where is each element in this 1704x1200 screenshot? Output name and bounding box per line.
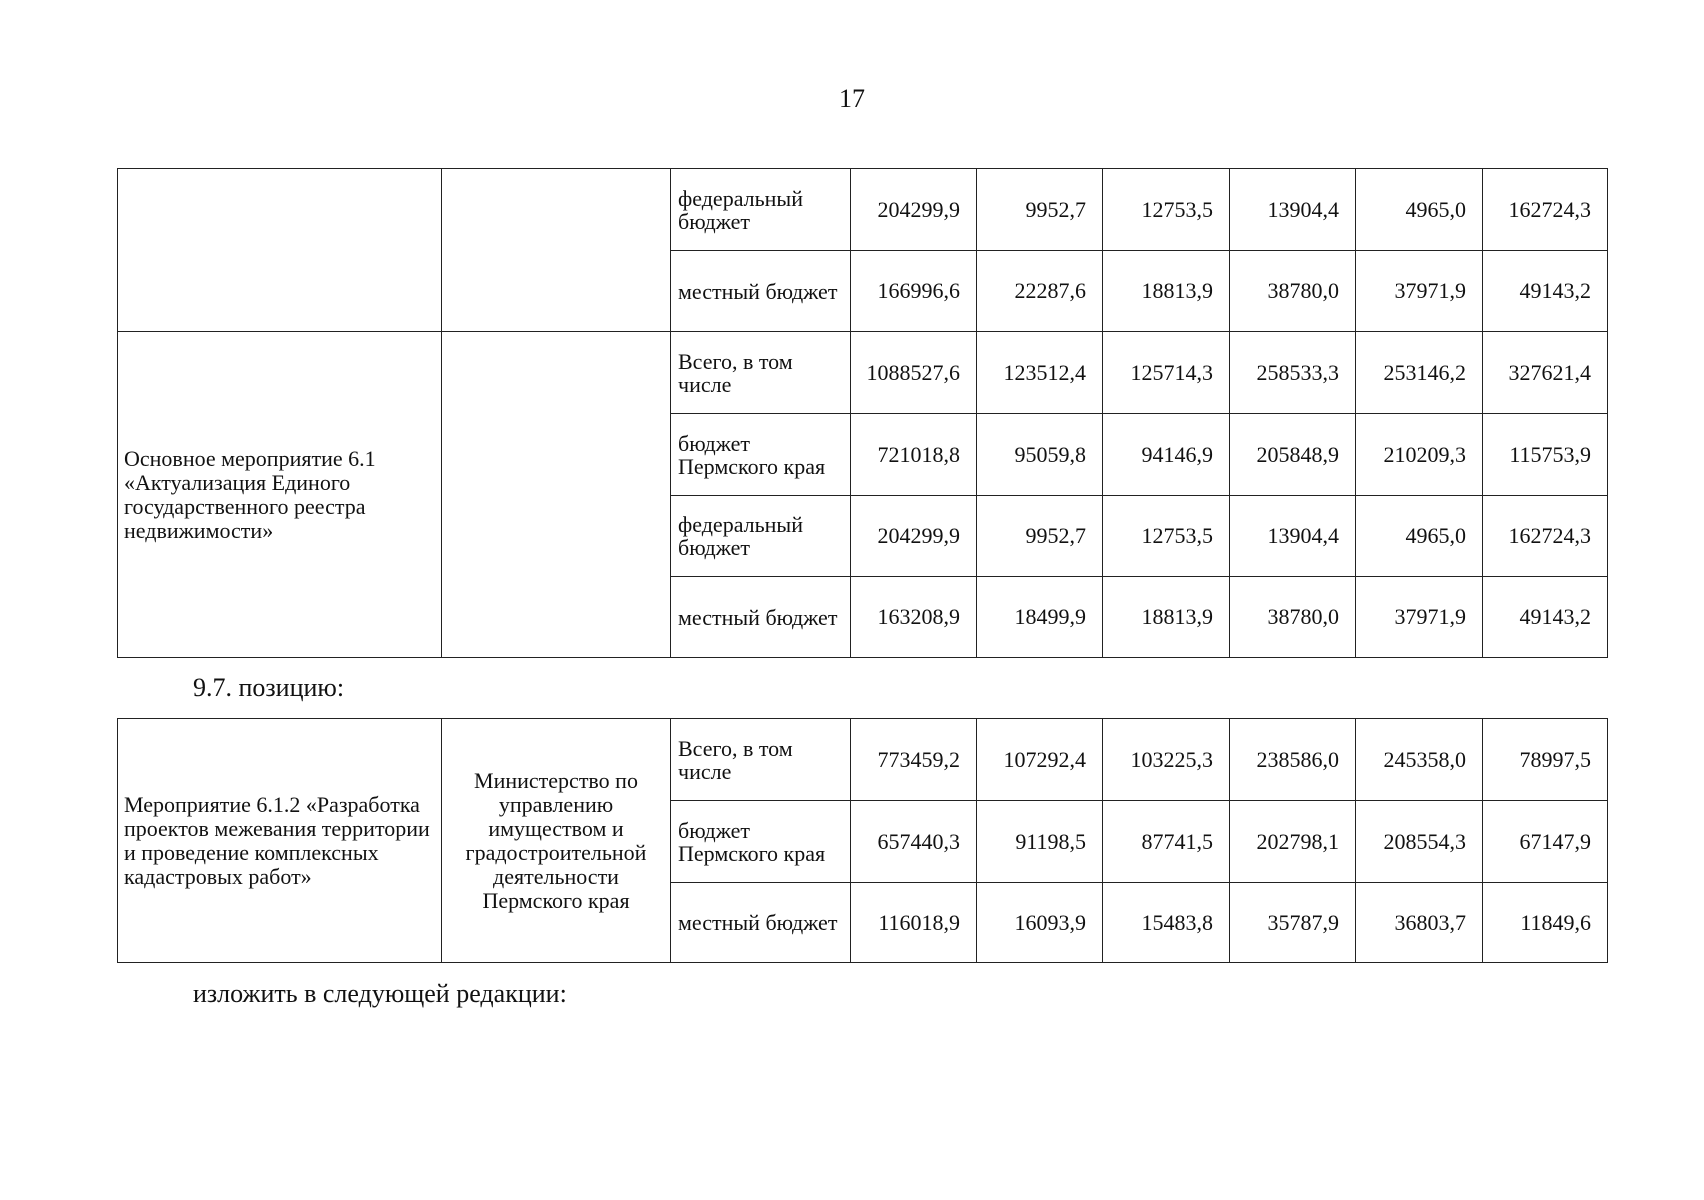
value-cell: 18813,9: [1103, 251, 1230, 332]
value-cell: 49143,2: [1483, 577, 1608, 658]
value-cell: 107292,4: [977, 719, 1103, 801]
paragraph-position: 9.7. позицию:: [193, 673, 345, 702]
value-cell: 327621,4: [1483, 332, 1608, 414]
value-cell: 16093,9: [977, 883, 1103, 963]
main-activity-name: Основное мероприятие 6.1 «Актуализация Единого государственного реестра недвижимости»: [118, 332, 442, 658]
value-cell: 166996,6: [851, 251, 977, 332]
value-cell: 94146,9: [1103, 414, 1230, 496]
value-cell: 67147,9: [1483, 801, 1608, 883]
value-cell: 204299,9: [851, 496, 977, 577]
responsible-executor: Министерство по управлению имуществом и градостроительной деятельности Пермского края: [442, 719, 671, 963]
value-cell: 4965,0: [1356, 496, 1483, 577]
value-cell: 721018,8: [851, 414, 977, 496]
value-cell: 15483,8: [1103, 883, 1230, 963]
value-cell: 125714,3: [1103, 332, 1230, 414]
funding-source: федеральный бюджет: [671, 169, 851, 251]
value-cell: 38780,0: [1230, 577, 1356, 658]
value-cell: 13904,4: [1230, 169, 1356, 251]
value-cell: 4965,0: [1356, 169, 1483, 251]
value-cell: 1088527,6: [851, 332, 977, 414]
value-cell: 18499,9: [977, 577, 1103, 658]
value-cell: 35787,9: [1230, 883, 1356, 963]
value-cell: 773459,2: [851, 719, 977, 801]
value-cell: 245358,0: [1356, 719, 1483, 801]
value-cell: 163208,9: [851, 577, 977, 658]
value-cell: 238586,0: [1230, 719, 1356, 801]
value-cell: 78997,5: [1483, 719, 1608, 801]
table-row: [118, 332, 1608, 414]
empty-name-cell: [118, 169, 442, 332]
paragraph-instruction: изложить в следующей редакции:: [193, 979, 567, 1008]
empty-responsible-cell: [442, 332, 671, 658]
value-cell: 208554,3: [1356, 801, 1483, 883]
empty-responsible-cell: [442, 169, 671, 332]
value-cell: 95059,8: [977, 414, 1103, 496]
value-cell: 9952,7: [977, 169, 1103, 251]
value-cell: 115753,9: [1483, 414, 1608, 496]
value-cell: 657440,3: [851, 801, 977, 883]
value-cell: 205848,9: [1230, 414, 1356, 496]
value-cell: 91198,5: [977, 801, 1103, 883]
activity-name: Мероприятие 6.1.2 «Разработка проектов межевания территории и проведение комплексных кадастровых работ»: [118, 719, 442, 963]
value-cell: 253146,2: [1356, 332, 1483, 414]
funding-source: местный бюджет: [671, 251, 851, 332]
value-cell: 258533,3: [1230, 332, 1356, 414]
table-row: [118, 169, 1608, 251]
value-cell: 87741,5: [1103, 801, 1230, 883]
funding-source: Всего, в том числе: [671, 719, 851, 801]
value-cell: 22287,6: [977, 251, 1103, 332]
value-cell: 9952,7: [977, 496, 1103, 577]
value-cell: 116018,9: [851, 883, 977, 963]
page-number: 17: [839, 84, 865, 113]
value-cell: 37971,9: [1356, 251, 1483, 332]
value-cell: 11849,6: [1483, 883, 1608, 963]
value-cell: 12753,5: [1103, 496, 1230, 577]
budget-table-position: [117, 718, 1608, 963]
funding-source: местный бюджет: [671, 883, 851, 963]
value-cell: 202798,1: [1230, 801, 1356, 883]
value-cell: 13904,4: [1230, 496, 1356, 577]
value-cell: 49143,2: [1483, 251, 1608, 332]
value-cell: 204299,9: [851, 169, 977, 251]
table-row: [118, 719, 1608, 801]
value-cell: 37971,9: [1356, 577, 1483, 658]
value-cell: 18813,9: [1103, 577, 1230, 658]
value-cell: 103225,3: [1103, 719, 1230, 801]
funding-source: федеральный бюджет: [671, 496, 851, 577]
budget-table-continued: [117, 168, 1608, 658]
value-cell: 162724,3: [1483, 496, 1608, 577]
value-cell: 123512,4: [977, 332, 1103, 414]
value-cell: 210209,3: [1356, 414, 1483, 496]
funding-source: бюджет Пермского края: [671, 414, 851, 496]
value-cell: 38780,0: [1230, 251, 1356, 332]
value-cell: 36803,7: [1356, 883, 1483, 963]
value-cell: 12753,5: [1103, 169, 1230, 251]
funding-source: бюджет Пермского края: [671, 801, 851, 883]
funding-source: Всего, в том числе: [671, 332, 851, 414]
funding-source: местный бюджет: [671, 577, 851, 658]
value-cell: 162724,3: [1483, 169, 1608, 251]
